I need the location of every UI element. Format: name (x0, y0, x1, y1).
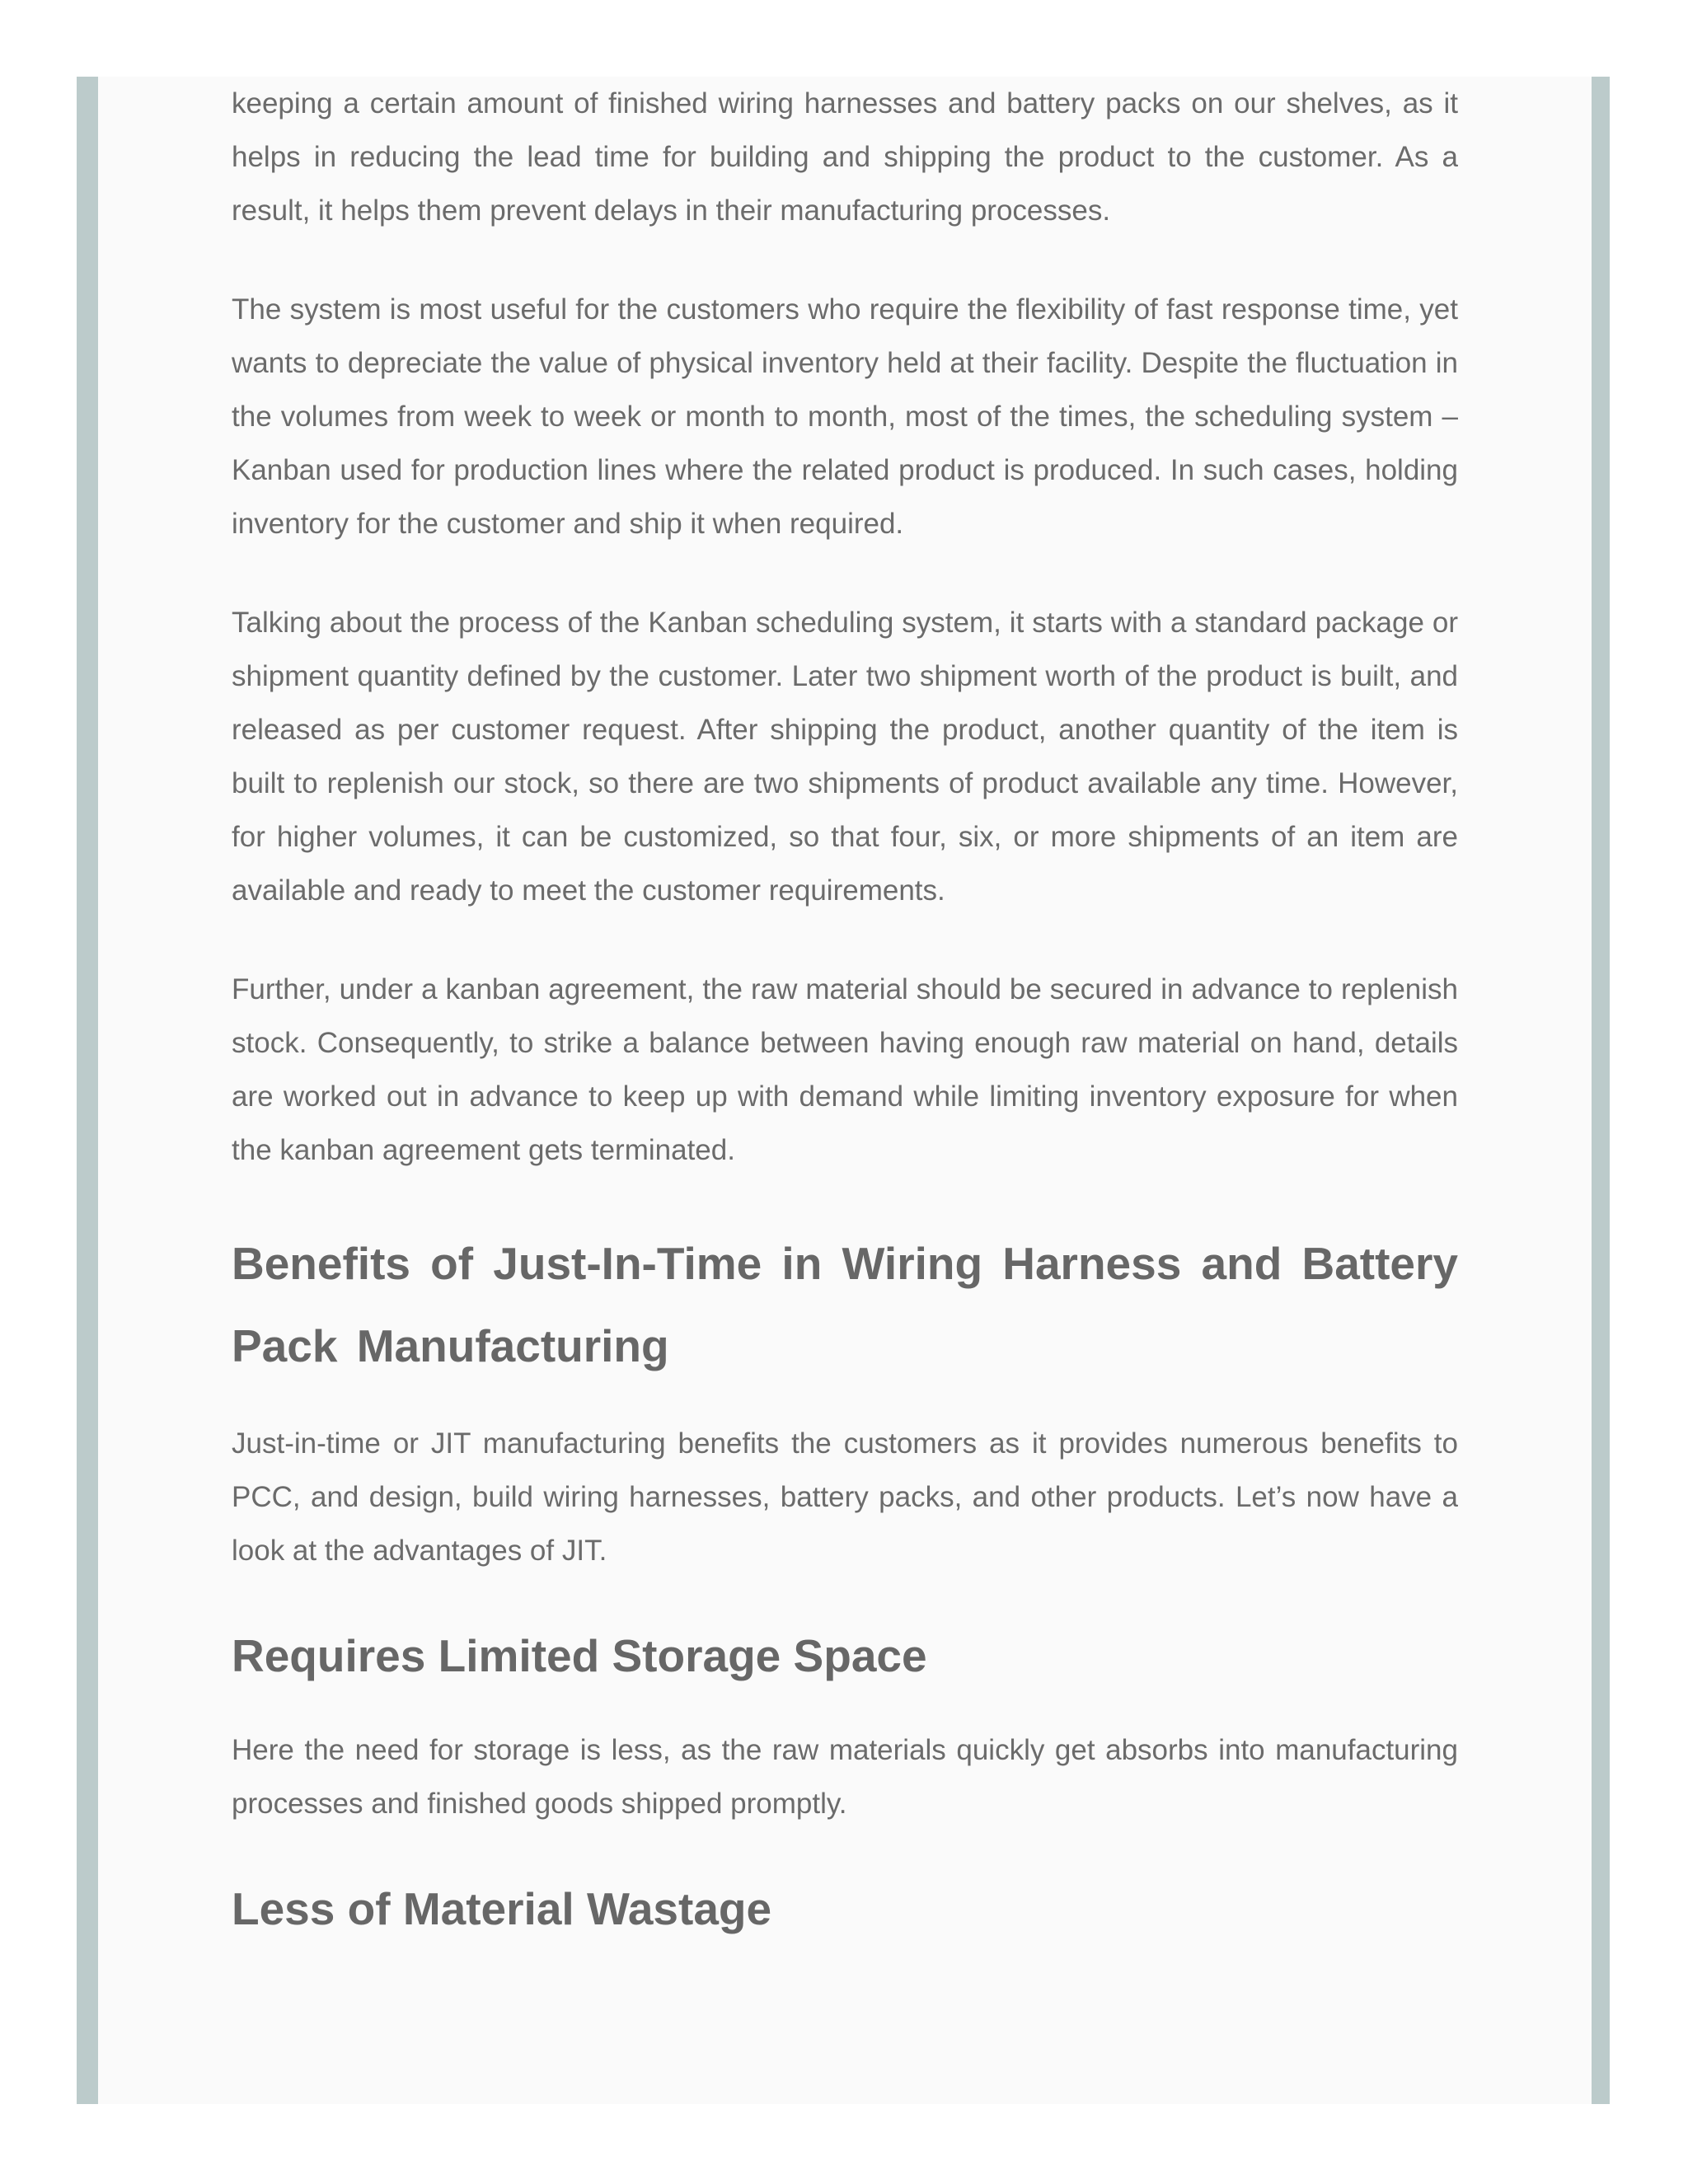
article-paragraph: Talking about the process of the Kanban scheduling system, it starts with a standard package or shipment quantity defined by the customer. Later two shipment worth of the product is built, and released as per customer request. After shipping the product, another quantity of the item is built to replenish our stock, so there are two shipments of product available any time. However, for higher volumes, it can be customized, so that four, six, or more shipments of an item are available and ready to meet the customer requirements. (232, 607, 1458, 907)
benefits-paragraph: Just-in-time or JIT manufacturing benefits the customers as it provides numerous benefits to PCC, and design, build wiring harnesses, battery packs, and other products. Let’s now have a look at the advantages of JIT. (232, 1427, 1458, 1567)
section-heading-wastage: Less of Material Wastage (232, 1883, 772, 1934)
article-paragraph: keeping a certain amount of finished wiring harnesses and battery packs on our shelves, as it helps in reducing the lead time for building and shipping the product to the customer. As a result, it helps them prevent delays in their manufacturing processes. (232, 87, 1458, 227)
storage-paragraph: Here the need for storage is less, as the raw materials quickly get absorbs into manufacturing processes and finished goods shipped promptly. (232, 1734, 1458, 1820)
article-paragraph: Further, under a kanban agreement, the raw material should be secured in advance to replenish stock. Consequently, to strike a balance between having enough raw material on hand, details are worked out in advance to keep up with demand while limiting inventory exposure for when the kanban agreement gets terminated. (232, 973, 1458, 1166)
article-paragraph: The system is most useful for the customers who require the flexibility of fast response time, yet wants to depreciate the value of physical inventory held at their facility. Despite the fluctuation in the volumes from week to week or month to month, most of the times, the scheduling system – Kanban used for production lines where the related product is produced. In such cases, holding inventory for the customer and ship it when required. (232, 293, 1458, 540)
section-heading-benefits: Benefits of Just-In-Time in Wiring Harness and Battery Pack Manufacturing (232, 1238, 1458, 1371)
article-content (232, 77, 1458, 1976)
section-heading-storage: Requires Limited Storage Space (232, 1630, 927, 1681)
